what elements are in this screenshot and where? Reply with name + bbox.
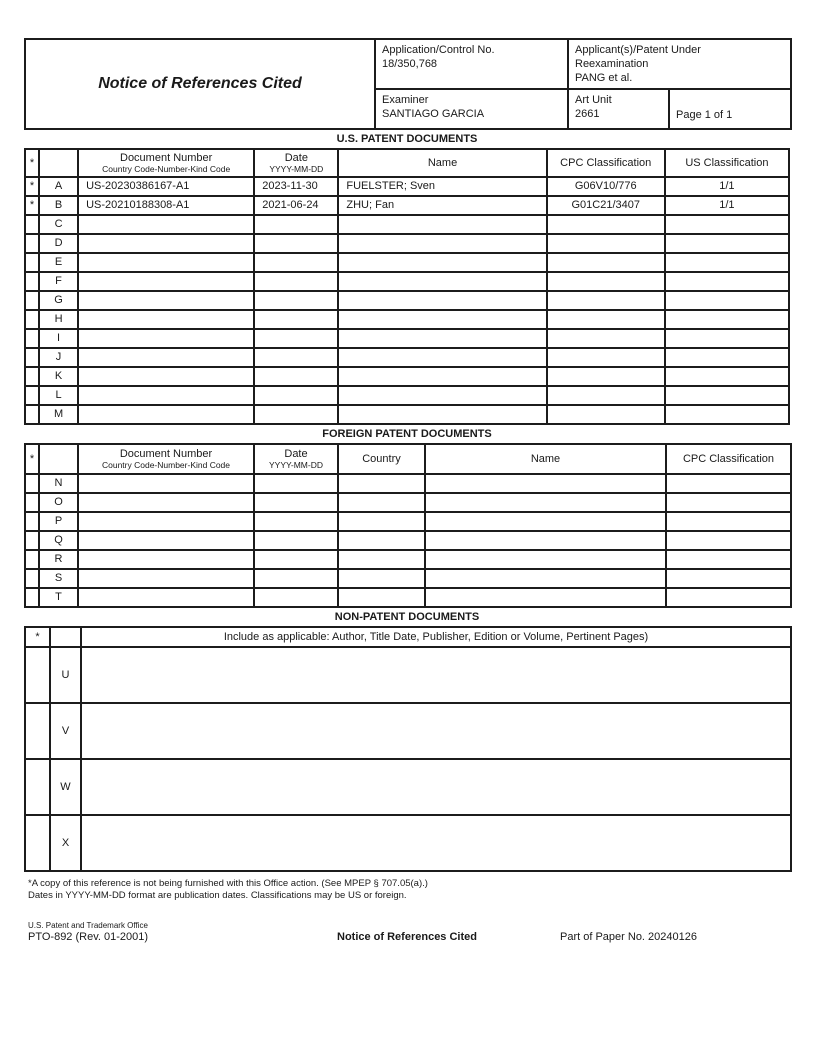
- row-letter: C: [39, 215, 78, 234]
- foreign-col-document-number-label: Document Number: [119, 448, 213, 460]
- row-letter: G: [39, 291, 78, 310]
- cited-star: [25, 329, 39, 348]
- document-date: [254, 253, 338, 272]
- non-patent-section-title: NON-PATENT DOCUMENTS: [334, 611, 480, 623]
- document-number: [78, 215, 254, 234]
- row-letter: F: [39, 272, 78, 291]
- inventor-name: [338, 405, 546, 424]
- npl-row-w: [25, 759, 791, 815]
- us-classification: [665, 291, 789, 310]
- applicant-label: Applicant(s)/Patent Under Reexamination: [575, 44, 701, 70]
- us-classification: [665, 386, 789, 405]
- us-col-name: Name: [338, 149, 546, 177]
- cited-star: [25, 550, 39, 569]
- foreign-row-q: [25, 531, 791, 550]
- inventor-name: [338, 386, 546, 405]
- us-col-date-label: Date: [284, 152, 308, 164]
- document-date: [254, 405, 338, 424]
- row-letter: L: [39, 386, 78, 405]
- npl-col-star: *: [25, 627, 50, 647]
- us-col-star: *: [25, 149, 39, 177]
- cpc-classification: [547, 348, 665, 367]
- foreign-row-p: [25, 512, 791, 531]
- document-date: [254, 569, 338, 588]
- cpc-classification: G06V10/776: [547, 177, 665, 196]
- row-letter: M: [39, 405, 78, 424]
- document-date: [254, 493, 338, 512]
- country: [338, 474, 425, 493]
- page-footer: [24, 918, 790, 944]
- npl-reference: [81, 647, 791, 703]
- us-row-g: [25, 291, 789, 310]
- cited-star: *: [25, 177, 39, 196]
- us-row-j: [25, 348, 789, 367]
- row-letter: T: [39, 588, 78, 607]
- cited-star: [25, 493, 39, 512]
- form-title: Notice of References Cited: [98, 74, 302, 92]
- footer-title: Notice of References Cited: [337, 931, 477, 943]
- cited-star: [25, 512, 39, 531]
- foreign-col-document-number-sublabel: Country Code-Number-Kind Code: [101, 460, 231, 470]
- document-date: [254, 386, 338, 405]
- npl-reference: [81, 759, 791, 815]
- document-number: [78, 588, 254, 607]
- us-col-document-number-sublabel: Country Code-Number-Kind Code: [102, 164, 231, 174]
- us-row-c: [25, 215, 789, 234]
- inventor-name: ZHU; Fan: [338, 196, 546, 215]
- inventor-name: [338, 253, 546, 272]
- us-classification: [665, 215, 789, 234]
- row-letter: X: [50, 815, 81, 871]
- inventor-name: [425, 512, 666, 531]
- npl-col-letter: [50, 627, 81, 647]
- application-number-cell: [375, 39, 568, 89]
- document-number: US-20210188308-A1: [78, 196, 254, 215]
- applicant-cell: [568, 39, 791, 89]
- us-col-letter: [39, 149, 78, 177]
- cited-star: [25, 253, 39, 272]
- npl-reference: [81, 703, 791, 759]
- examiner-label: Examiner: [382, 94, 429, 106]
- non-patent-header-row: [25, 627, 791, 647]
- cited-star: [25, 348, 39, 367]
- us-row-b: [25, 196, 789, 215]
- inventor-name: [338, 310, 546, 329]
- document-number: US-20230386167-A1: [78, 177, 254, 196]
- art-unit-label: Art Unit: [575, 94, 612, 106]
- document-number: [78, 291, 254, 310]
- document-number: [78, 386, 254, 405]
- row-letter: S: [39, 569, 78, 588]
- foreign-row-o: [25, 493, 791, 512]
- cpc-classification: [666, 588, 791, 607]
- document-date: [254, 588, 338, 607]
- cpc-classification: [547, 253, 665, 272]
- foreign-patent-header-row: [25, 444, 791, 474]
- document-number: [78, 550, 254, 569]
- npl-row-x: [25, 815, 791, 871]
- document-date: [254, 367, 338, 386]
- row-letter: U: [50, 647, 81, 703]
- cited-star: [25, 367, 39, 386]
- foreign-col-star: *: [25, 444, 39, 474]
- foreign-patent-table: [24, 443, 792, 608]
- row-letter: E: [39, 253, 78, 272]
- cpc-classification: G01C21/3407: [547, 196, 665, 215]
- cited-star: [25, 272, 39, 291]
- npl-row-v: [25, 703, 791, 759]
- us-row-i: [25, 329, 789, 348]
- foreign-row-t: [25, 588, 791, 607]
- foreign-col-country: Country: [338, 444, 425, 474]
- foreign-col-date-label: Date: [284, 448, 308, 460]
- document-date: [254, 215, 338, 234]
- cpc-classification: [666, 550, 791, 569]
- document-number: [78, 569, 254, 588]
- uspto-office-label: U.S. Patent and Trademark Office: [28, 921, 148, 930]
- examiner-value: SANTIAGO GARCIA: [382, 108, 485, 120]
- us-classification: 1/1: [665, 196, 789, 215]
- cpc-classification: [547, 291, 665, 310]
- cited-star: [25, 569, 39, 588]
- document-date: [254, 272, 338, 291]
- us-col-date: [254, 149, 338, 177]
- document-date: [254, 329, 338, 348]
- document-number: [78, 367, 254, 386]
- cpc-classification: [547, 234, 665, 253]
- row-letter: N: [39, 474, 78, 493]
- applicant-value: PANG et al.: [575, 72, 633, 84]
- us-classification: 1/1: [665, 177, 789, 196]
- country: [338, 531, 425, 550]
- cited-star: [25, 759, 50, 815]
- paper-number: Part of Paper No. 20240126: [560, 931, 697, 943]
- row-letter: B: [39, 196, 78, 215]
- cpc-classification: [547, 367, 665, 386]
- cpc-classification: [666, 531, 791, 550]
- us-classification: [665, 405, 789, 424]
- inventor-name: [425, 550, 666, 569]
- us-col-document-number: [78, 149, 254, 177]
- country: [338, 512, 425, 531]
- inventor-name: [425, 569, 666, 588]
- foreign-col-date: [254, 444, 338, 474]
- cited-star: [25, 474, 39, 493]
- us-row-f: [25, 272, 789, 291]
- document-number: [78, 405, 254, 424]
- us-row-l: [25, 386, 789, 405]
- us-col-document-number-label: Document Number: [120, 152, 213, 164]
- inventor-name: [338, 215, 546, 234]
- art-unit-value: 2661: [575, 108, 600, 120]
- inventor-name: [338, 234, 546, 253]
- npl-row-u: [25, 647, 791, 703]
- row-letter: D: [39, 234, 78, 253]
- inventor-name: [425, 588, 666, 607]
- row-letter: K: [39, 367, 78, 386]
- foreign-row-r: [25, 550, 791, 569]
- pto-892-form: [24, 38, 790, 944]
- us-row-m: [25, 405, 789, 424]
- country: [338, 493, 425, 512]
- cited-star: [25, 291, 39, 310]
- row-letter: A: [39, 177, 78, 196]
- us-classification: [665, 272, 789, 291]
- us-row-k: [25, 367, 789, 386]
- us-patent-table: [24, 148, 790, 425]
- cpc-classification: [666, 512, 791, 531]
- row-letter: W: [50, 759, 81, 815]
- document-number: [78, 272, 254, 291]
- document-number: [78, 493, 254, 512]
- inventor-name: FUELSTER; Sven: [338, 177, 546, 196]
- inventor-name: [425, 493, 666, 512]
- inventor-name: [338, 272, 546, 291]
- cpc-classification: [547, 272, 665, 291]
- document-date: [254, 531, 338, 550]
- document-date: [254, 348, 338, 367]
- inventor-name: [338, 291, 546, 310]
- cited-star: [25, 234, 39, 253]
- cited-star: [25, 588, 39, 607]
- row-letter: V: [50, 703, 81, 759]
- document-number: [78, 234, 254, 253]
- document-date: [254, 512, 338, 531]
- cpc-classification: [547, 310, 665, 329]
- row-letter: P: [39, 512, 78, 531]
- cited-star: [25, 386, 39, 405]
- examiner-cell: [375, 89, 568, 129]
- cpc-classification: [547, 215, 665, 234]
- us-patent-section-title: U.S. PATENT DOCUMENTS: [336, 133, 478, 145]
- row-letter: O: [39, 493, 78, 512]
- us-classification: [665, 253, 789, 272]
- document-number: [78, 253, 254, 272]
- us-classification: [665, 329, 789, 348]
- cpc-classification: [666, 569, 791, 588]
- footnote-copy-notice: *A copy of this reference is not being furnished with this Office action. (See MPEP § 707.05(a).): [28, 878, 428, 889]
- document-number: [78, 310, 254, 329]
- footnotes: [28, 878, 790, 902]
- us-row-d: [25, 234, 789, 253]
- art-unit-cell: [568, 89, 669, 129]
- cpc-classification: [547, 329, 665, 348]
- foreign-col-name: Name: [425, 444, 666, 474]
- document-number: [78, 474, 254, 493]
- document-date: 2023-11-30: [254, 177, 338, 196]
- cited-star: [25, 531, 39, 550]
- us-classification: [665, 310, 789, 329]
- foreign-col-document-number: [78, 444, 254, 474]
- npl-reference: [81, 815, 791, 871]
- document-number: [78, 512, 254, 531]
- us-patent-header-row: [25, 149, 789, 177]
- document-date: 2021-06-24: [254, 196, 338, 215]
- us-classification: [665, 367, 789, 386]
- inventor-name: [338, 329, 546, 348]
- foreign-row-n: [25, 474, 791, 493]
- foreign-col-cpc: CPC Classification: [666, 444, 791, 474]
- document-date: [254, 234, 338, 253]
- inventor-name: [425, 474, 666, 493]
- country: [338, 550, 425, 569]
- document-number: [78, 329, 254, 348]
- form-title-cell: [25, 39, 375, 129]
- application-number-value: 18/350,768: [382, 58, 438, 70]
- row-letter: H: [39, 310, 78, 329]
- country: [338, 569, 425, 588]
- row-letter: R: [39, 550, 78, 569]
- cpc-classification: [547, 386, 665, 405]
- us-col-date-sublabel: YYYY-MM-DD: [269, 164, 324, 174]
- cpc-classification: [666, 474, 791, 493]
- us-row-a: [25, 177, 789, 196]
- footnote-dates-notice: Dates in YYYY-MM-DD format are publication dates. Classifications may be US or foreign.: [28, 890, 407, 901]
- foreign-row-s: [25, 569, 791, 588]
- npl-header-text: Include as applicable: Author, Title Date, Publisher, Edition or Volume, Pertinent Pages): [81, 627, 791, 647]
- cited-star: *: [25, 196, 39, 215]
- cpc-classification: [666, 493, 791, 512]
- row-letter: Q: [39, 531, 78, 550]
- document-date: [254, 550, 338, 569]
- foreign-patent-section-title: FOREIGN PATENT DOCUMENTS: [322, 428, 492, 440]
- foreign-col-date-sublabel: YYYY-MM-DD: [269, 460, 323, 470]
- cited-star: [25, 703, 50, 759]
- us-row-e: [25, 253, 789, 272]
- cited-star: [25, 215, 39, 234]
- document-date: [254, 291, 338, 310]
- form-number: PTO-892 (Rev. 01-2001): [28, 931, 149, 943]
- document-number: [78, 531, 254, 550]
- cited-star: [25, 310, 39, 329]
- cited-star: [25, 647, 50, 703]
- page-indicator: Page 1 of 1: [669, 89, 791, 129]
- cited-star: [25, 815, 50, 871]
- document-date: [254, 474, 338, 493]
- cpc-classification: [547, 405, 665, 424]
- form-header-box: [24, 38, 792, 130]
- non-patent-table: [24, 626, 792, 872]
- cited-star: [25, 405, 39, 424]
- inventor-name: [338, 367, 546, 386]
- document-date: [254, 310, 338, 329]
- application-number-label: Application/Control No.: [382, 44, 495, 56]
- us-classification: [665, 348, 789, 367]
- country: [338, 588, 425, 607]
- us-classification: [665, 234, 789, 253]
- inventor-name: [425, 531, 666, 550]
- us-col-us-class: US Classification: [665, 149, 789, 177]
- us-col-cpc: CPC Classification: [547, 149, 665, 177]
- row-letter: J: [39, 348, 78, 367]
- inventor-name: [338, 348, 546, 367]
- row-letter: I: [39, 329, 78, 348]
- foreign-col-letter: [39, 444, 78, 474]
- document-number: [78, 348, 254, 367]
- us-row-h: [25, 310, 789, 329]
